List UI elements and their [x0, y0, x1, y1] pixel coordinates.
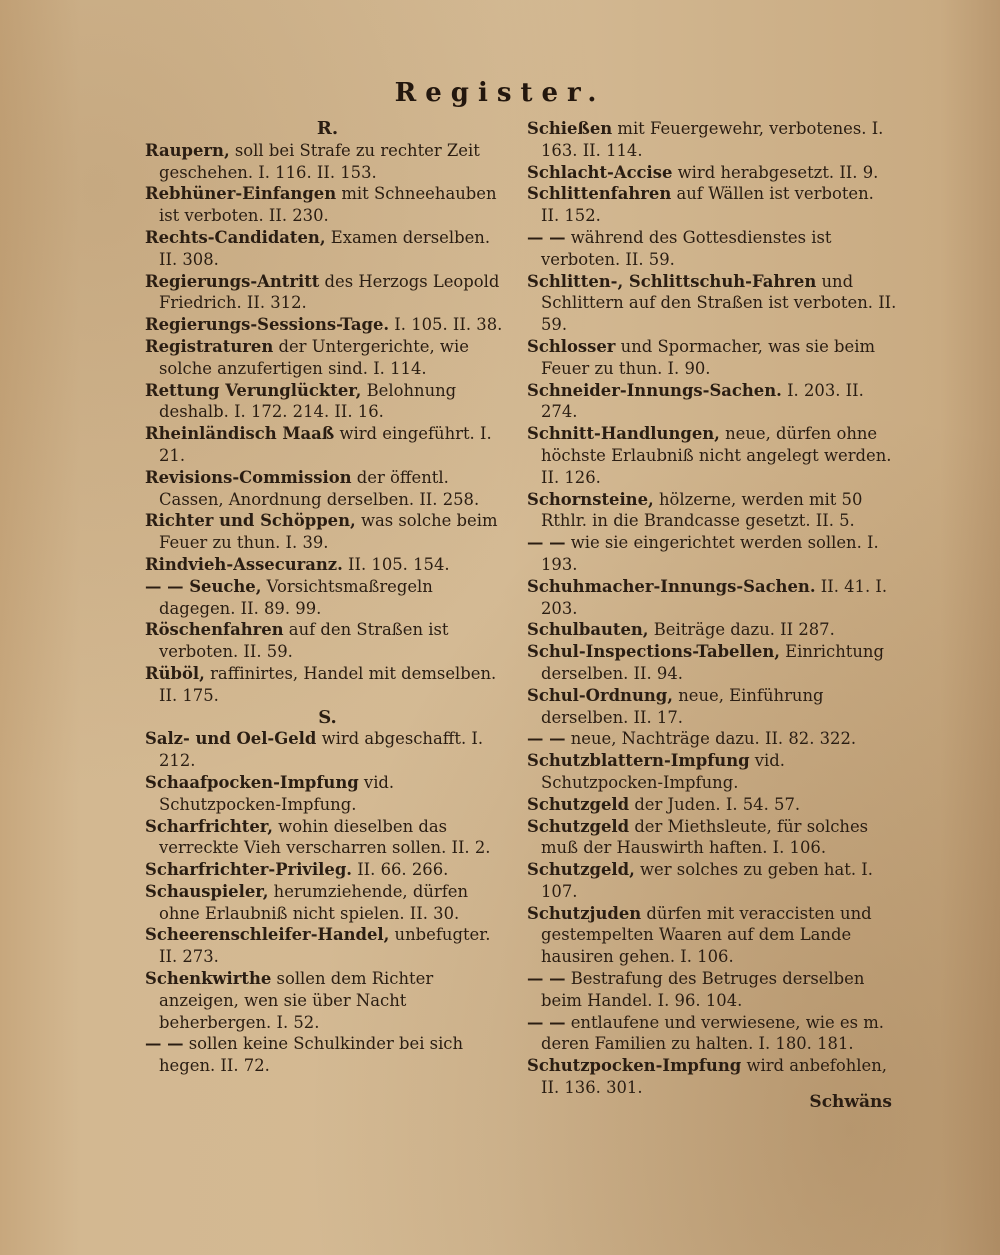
register-entry [145, 271, 510, 315]
entry-keyword: — — [527, 729, 566, 749]
register-entry [145, 1033, 510, 1077]
register-entry [145, 924, 510, 968]
register-entry [145, 619, 510, 663]
register-entry [145, 968, 510, 1033]
register-entry [527, 423, 897, 488]
register-entry [145, 423, 510, 467]
entry-text: I. 105. II. 38. [389, 315, 503, 335]
entry-text: unbefugter. II. 273. [159, 925, 491, 967]
entry-keyword: Schlacht-Accise [527, 162, 673, 182]
entry-keyword: Registraturen [145, 336, 274, 356]
entry-keyword: Schornsteine, [527, 489, 654, 509]
register-entry [145, 510, 510, 554]
entry-keyword: Rindvieh-Assecuranz. [145, 554, 343, 574]
entry-text: während des Gottesdienstes ist verboten. II. 59. [541, 227, 832, 269]
entry-text: herumziehende, dürfen ohne Erlaubniß nicht spielen. II. 30. [159, 881, 469, 923]
section-letter-s: S. [318, 706, 337, 728]
entry-keyword: Regierungs-Sessions-Tage. [145, 315, 390, 335]
entry-text: neue, Nachträge dazu. II. 82. 322. [565, 729, 857, 749]
entry-keyword: Schutzjuden [527, 903, 642, 923]
left-column [145, 118, 510, 1077]
entry-text: wie sie eingerichtet werden sollen. I. 193. [541, 533, 879, 574]
register-entry [527, 1012, 897, 1056]
entry-keyword: Schauspieler, [145, 881, 269, 901]
page-header: Register. [394, 78, 606, 108]
left-entries-r [145, 140, 510, 707]
register-entry [145, 183, 510, 227]
register-entry [145, 227, 510, 271]
register-entry [145, 663, 510, 707]
entry-text: II. 105. 154. [342, 554, 450, 574]
register-entry [527, 903, 897, 968]
entry-text: raffinirtes, Handel mit demselben. II. 175. [159, 663, 497, 705]
register-entry [145, 336, 510, 380]
entry-text: auf den Straßen ist verboten. II. 59. [159, 620, 449, 662]
entry-keyword: Schenkwirthe [145, 969, 272, 989]
entry-text: wird anbefohlen, II. 136. 301. [541, 1056, 887, 1098]
entry-text: vid. Schutzpocken-Impfung. [159, 772, 395, 814]
register-entry [145, 859, 510, 881]
entry-text: wird herabgesetzt. II. 9. [672, 162, 879, 182]
entry-keyword: Schulbauten, [527, 620, 649, 640]
register-entry [527, 183, 897, 227]
entry-text: und Spormacher, was sie beim Feuer zu thun. I. 90. [541, 336, 876, 378]
entry-text: Examen derselben. II. 308. [159, 227, 491, 269]
register-entry [527, 162, 897, 184]
register-entry [527, 968, 897, 1012]
entry-keyword: Schutzgeld, [527, 860, 635, 880]
entry-keyword: — — Seuche, [145, 576, 262, 596]
entry-text: der öffentl. Cassen, Anordnung derselben. II. 258. [159, 467, 480, 509]
entry-keyword: Salz- und Oel-Geld [145, 729, 317, 749]
register-entry [527, 750, 897, 794]
left-entries-s [145, 728, 510, 1077]
entry-text: mit Schneehauben ist verboten. II. 230. [159, 184, 497, 226]
entry-keyword: — — [527, 227, 566, 247]
entry-text: vid. Schutzpocken-Impfung. [541, 751, 785, 792]
register-entry [527, 728, 897, 750]
entry-text: und Schlittern auf den Straßen ist verboten. II. 59. [541, 271, 897, 335]
entry-text: Beiträge dazu. II 287. [648, 620, 835, 640]
entry-text: soll bei Strafe zu rechter Zeit geschehen. I. 116. II. 153. [159, 140, 480, 182]
register-entry [145, 728, 510, 772]
register-entry [145, 467, 510, 511]
entry-text: entlaufene und verwiesene, wie es m. deren Familien zu halten. I. 180. 181. [541, 1012, 884, 1054]
entry-text: I. 203. II. 274. [541, 380, 864, 422]
entry-text: Bestrafung des Betruges derselben beim Handel. I. 96. 104. [541, 969, 865, 1010]
register-entry [527, 227, 897, 271]
entry-text: was solche beim Feuer zu thun. I. 39. [159, 511, 498, 553]
entry-text: der Miethsleute, für solches muß der Hauswirth haften. I. 106. [541, 816, 869, 858]
entry-keyword: Scharfrichter-Privileg. [145, 860, 352, 880]
entry-text: sollen dem Richter anzeigen, wen sie über Nacht beherbergen. I. 52. [159, 969, 434, 1032]
entry-keyword: Raupern, [145, 140, 230, 160]
entry-text: dürfen mit veraccisten und gestempelten Waaren auf dem Lande hausiren gehen. I. 106. [541, 903, 872, 967]
entry-text: der Untergerichte, wie solche anzufertigen sind. I. 114. [159, 336, 469, 378]
entry-keyword: Schneider-Innungs-Sachen. [527, 380, 782, 400]
register-entry [527, 859, 897, 903]
register-entry [527, 685, 897, 729]
entry-keyword: Röschenfahren [145, 620, 284, 640]
entry-text: Vorsichtsmaßregeln dagegen. II. 89. 99. [159, 576, 433, 618]
register-entry [145, 380, 510, 424]
register-entry [527, 271, 897, 336]
entry-keyword: Rheinländisch Maaß [145, 424, 335, 444]
entry-keyword: Schutzgeld [527, 816, 630, 836]
register-entry [145, 772, 510, 816]
catchword: Schwäns [809, 1092, 892, 1112]
entry-keyword: Schlosser [527, 336, 616, 356]
entry-keyword: Schuhmacher-Innungs-Sachen. [527, 576, 816, 596]
entry-text: Einrichtung derselben. II. 94. [541, 642, 884, 683]
entry-keyword: Schul-Inspections-Tabellen, [527, 642, 780, 662]
entry-keyword: Schutzgeld [527, 794, 630, 814]
entry-keyword: Scheerenschleifer-Handel, [145, 925, 390, 945]
entry-text: wohin dieselben das verreckte Vieh verscharren sollen. II. 2. [159, 816, 491, 858]
register-entry [145, 816, 510, 860]
entry-text: wird abgeschafft. I. 212. [159, 729, 484, 771]
entry-text: auf Wällen ist verboten. II. 152. [541, 184, 874, 226]
entry-text: II. 66. 266. [352, 860, 449, 880]
entry-keyword: Schlitten-, Schlittschuh-Fahren [527, 271, 817, 291]
register-entry [527, 532, 897, 576]
entry-text: Belohnung deshalb. I. 172. 214. II. 16. [159, 380, 457, 422]
entry-keyword: Schaafpocken-Impfung [145, 772, 359, 792]
entry-text: hölzerne, werden mit 50 Rthlr. in die Brandcasse gesetzt. II. 5. [541, 489, 863, 531]
entry-keyword: Schul-Ordnung, [527, 685, 673, 705]
entry-keyword: Revisions-Commission [145, 467, 352, 487]
entry-keyword: Rechts-Candidaten, [145, 227, 326, 247]
register-entry [145, 576, 510, 620]
entry-keyword: Schlittenfahren [527, 184, 672, 204]
register-entry [527, 641, 897, 685]
section-letter-r: R. [316, 118, 339, 139]
right-entries [527, 118, 897, 1099]
entry-text: neue, dürfen ohne höchste Erlaubniß nicht angelegt werden. II. 126. [541, 424, 892, 487]
entry-keyword: Scharfrichter, [145, 816, 273, 836]
entry-keyword: Schnitt-Handlungen, [527, 424, 720, 444]
register-entry [145, 140, 510, 184]
entry-text: II. 41. I. 203. [541, 576, 888, 618]
entry-text: neue, Einführung derselben. II. 17. [541, 685, 824, 727]
register-entry [527, 489, 897, 533]
register-entry [527, 619, 897, 641]
register-entry [527, 794, 897, 816]
entry-text: wer solches zu geben hat. I. 107. [541, 860, 873, 901]
entry-keyword: Rüböl, [145, 663, 205, 683]
register-entry [145, 881, 510, 925]
entry-keyword: — — [145, 1034, 184, 1054]
register-entry [527, 118, 897, 162]
register-entry [527, 576, 897, 620]
entry-keyword: Schutzblattern-Impfung [527, 751, 750, 771]
register-entry [145, 314, 510, 336]
register-entry [145, 554, 510, 576]
entry-keyword: — — [527, 1012, 566, 1032]
entry-text: sollen keine Schulkinder bei sich hegen. II. 72. [159, 1034, 464, 1076]
entry-keyword: Rettung Verunglückter, [145, 380, 362, 400]
register-entry [527, 816, 897, 860]
entry-keyword: Schutzpocken-Impfung [527, 1056, 742, 1076]
entry-keyword: — — [527, 969, 566, 989]
entry-keyword: — — [527, 533, 566, 553]
entry-keyword: Richter und Schöppen, [145, 511, 356, 531]
entry-text: wird eingeführt. I. 21. [159, 424, 492, 465]
entry-text: der Juden. I. 54. 57. [629, 794, 801, 814]
entry-text: des Herzogs Leopold Friedrich. II. 312. [159, 271, 500, 313]
right-column [527, 118, 897, 1099]
entry-text: mit Feuergewehr, verbotenes. I. 163. II. 114. [541, 119, 884, 160]
register-entry [527, 380, 897, 424]
register-entry [527, 336, 897, 380]
entry-keyword: Schießen [527, 119, 613, 138]
entry-keyword: Regierungs-Antritt [145, 271, 320, 291]
entry-keyword: Rebhüner-Einfangen [145, 184, 337, 204]
